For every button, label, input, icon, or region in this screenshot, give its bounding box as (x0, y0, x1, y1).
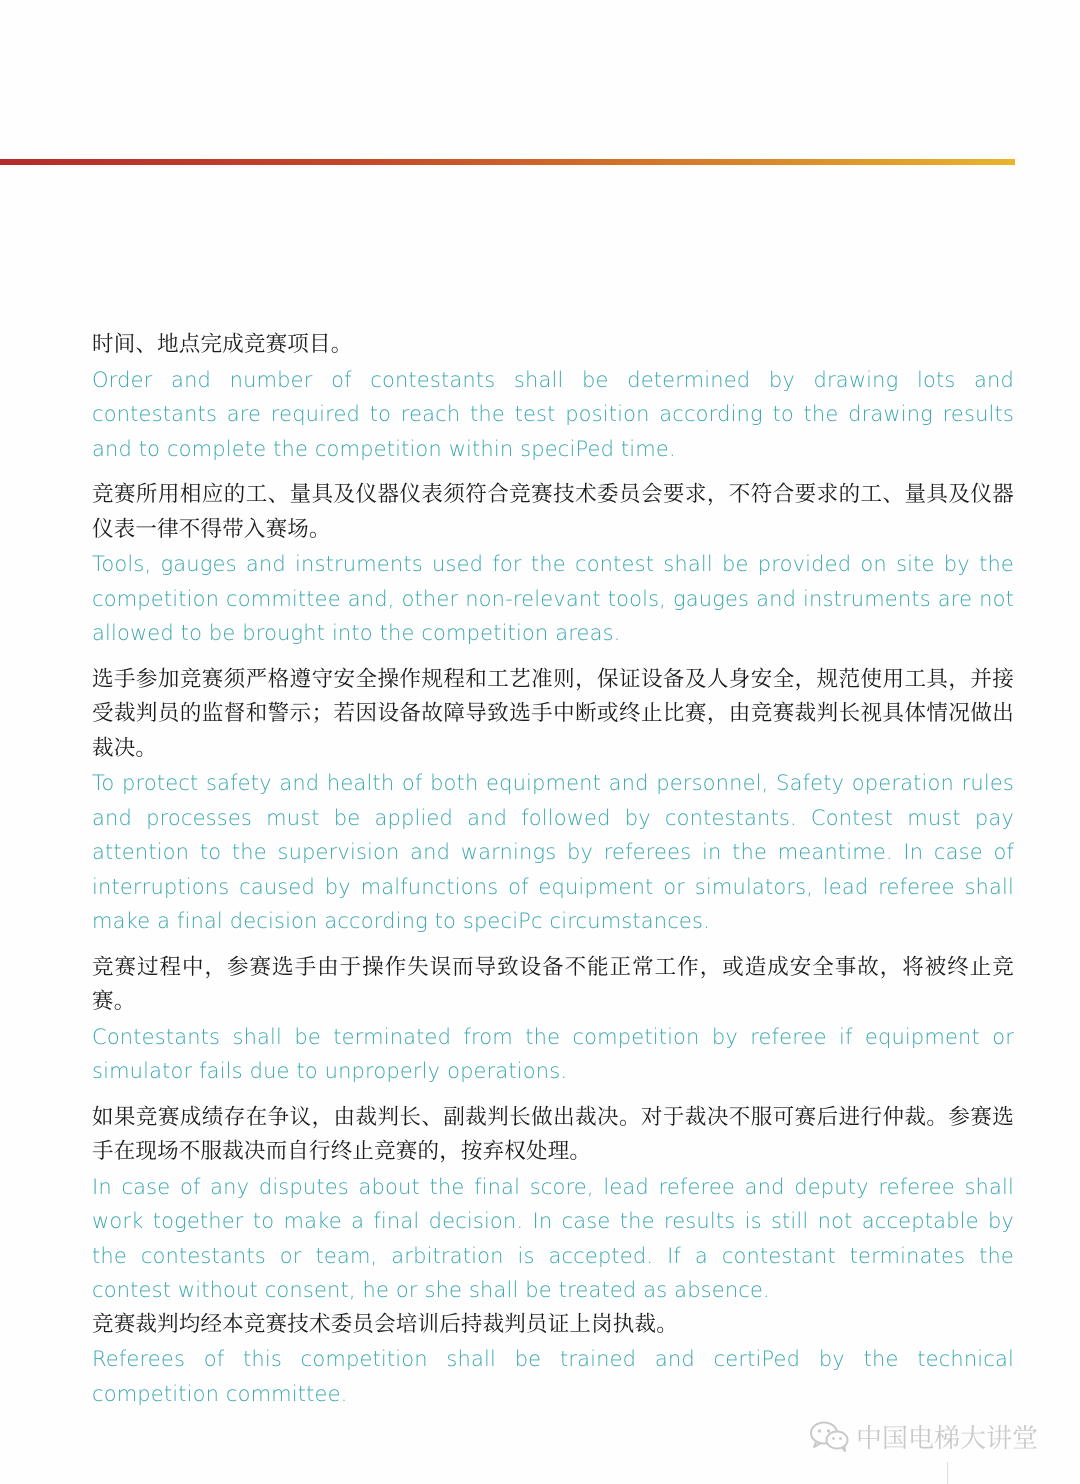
rule-paragraph (92, 328, 1014, 466)
rule-text-chinese: 如果竞赛成绩存在争议，由裁判长、副裁判长做出裁决。对于裁决不服可赛后进行仲裁。参赛选手在现场不服裁决而自行终止竞赛的，按弃权处理。 (92, 1104, 1014, 1164)
rule-text-chinese: 选手参加竞赛须严格遵守安全操作规程和工艺准则，保证设备及人身安全，规范使用工具，并接受裁判员的监督和警示；若因设备故障导致选手中断或终止比赛，由竞赛裁判长视具体情况做出裁决。 (92, 666, 1014, 761)
rule-text-english: In case of any disputes about the final score, lead referee and deputy referee shall work together to make a final decision. In case the results is still not acceptable by the contestants or team, arbitration is accepted. If a contestant terminates the contest without consent, he or she shall be treated as absence. (92, 1174, 1014, 1302)
header-gradient-rule (0, 159, 1015, 165)
rule-text-english: Contestants shall be terminated from the competition by referee if equipment or simulator fails due to unproperly operations. (92, 1024, 1014, 1083)
wechat-icon (808, 1420, 850, 1452)
rule-paragraph (92, 951, 1014, 1089)
rules-body (92, 328, 1014, 1411)
rule-text-english: Referees of this competition shall be trained and certiPed by the technical competition committee. (92, 1347, 1014, 1406)
rule-paragraph (92, 663, 1014, 939)
rule-paragraph (92, 1101, 1014, 1308)
wechat-watermark (808, 1418, 1038, 1454)
rule-text-chinese: 时间、地点完成竞赛项目。 (92, 332, 353, 357)
rule-text-chinese: 竞赛裁判均经本竞赛技术委员会培训后持裁判员证上岗执裁。 (92, 1311, 678, 1337)
rule-text-english: To protect safety and health of both equipment and personnel, Safety operation rules and processes must be applied and followed by contestants. Contest must pay attention to the supervision and warnings by referees in the meantime. In case of interruptions caused by malfunctions of equipment or simulators, lead referee shall make a final decision according to speciPc circumstances. (92, 771, 1014, 933)
rule-paragraph (92, 478, 1014, 651)
rule-text-chinese: 竞赛所用相应的工、量具及仪器仪表须符合竞赛技术委员会要求，不符合要求的工、量具及仪器仪表一律不得带入赛场。 (92, 482, 1014, 542)
rule-text-english: Tools, gauges and instruments used for the contest shall be provided on site by the competition committee and, other non-relevant tools, gauges and instruments are not allowed to be brought into the competition areas. (92, 552, 1014, 645)
rule-text-english: Order and number of contestants shall be determined by drawing lots and contestants are required to reach the test position according to the drawing results and to complete the competition within speciPed time. (92, 367, 1014, 461)
rule-text-chinese: 竞赛过程中，参赛选手由于操作失误而导致设备不能正常工作，或造成安全事故，将被终止竞赛。 (92, 954, 1014, 1014)
watermark-text: 中国电梯大讲堂 (856, 1423, 1039, 1454)
rule-paragraph (92, 1308, 1014, 1412)
page-divider-mark (947, 1462, 948, 1484)
